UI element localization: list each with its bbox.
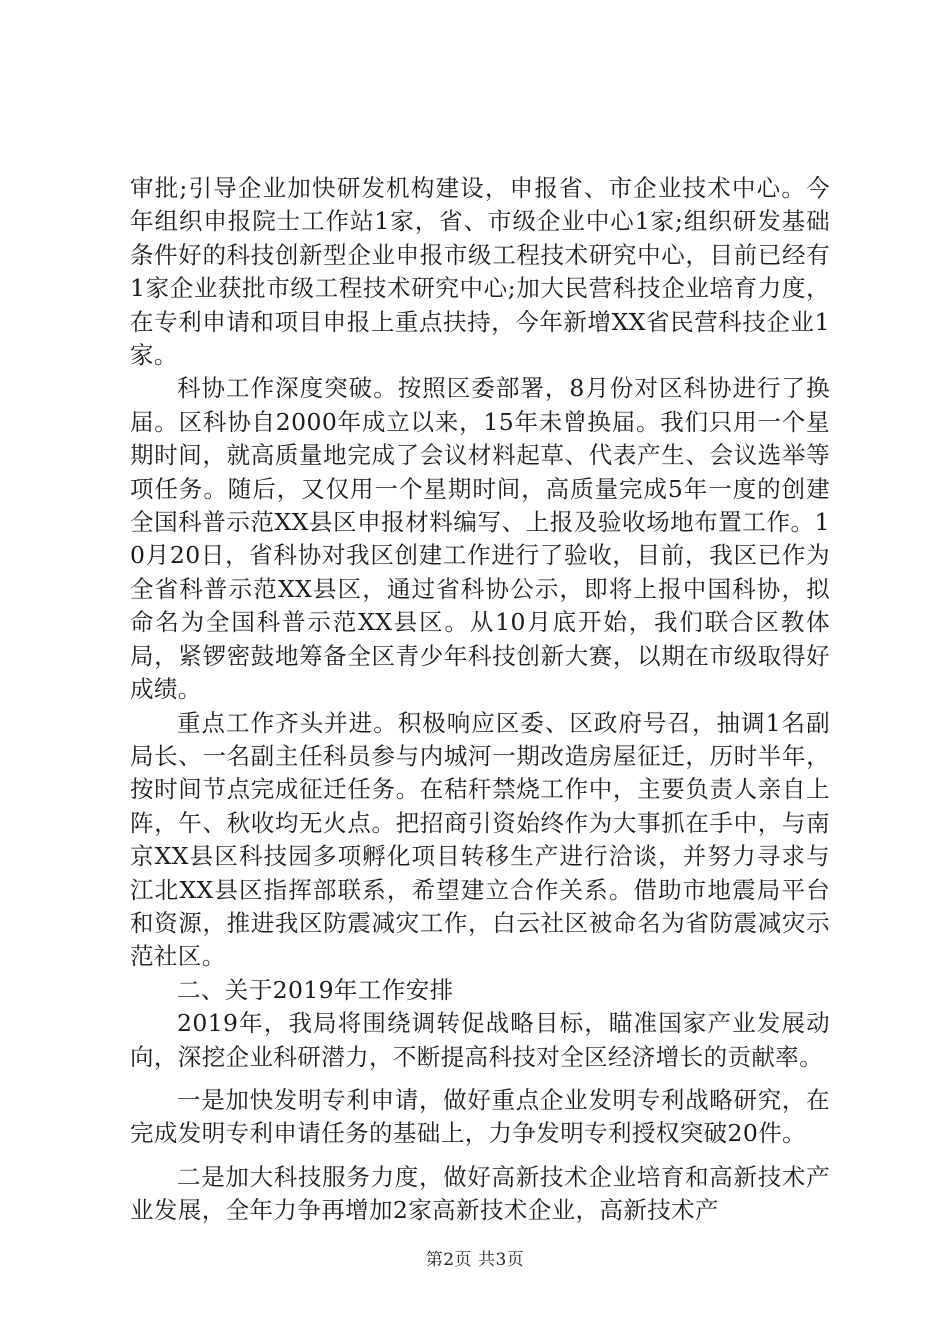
document-body — [130, 172, 830, 1228]
paragraph-6: 一是加快发明专利申请，做好重点企业发明专利战略研究，在完成发明专利申请任务的基础上，力争发明专利授权突破20件。 — [130, 1085, 830, 1148]
paragraph-5: 2019年，我局将围绕调转促战略目标，瞄准国家产业发展动向，深挖企业科研潜力，不断提高科技对全区经济增长的贡献率。 — [130, 1009, 830, 1071]
paragraph-2: 科协工作深度突破。按照区委部署，8月份对区科协进行了换届。区科协自2000年成立以来，15年未曾换届。我们只用一个星期时间，就高质量地完成了会议材料起草、代表产生、会议选举等项任务。随后，又仅用一个星期时间，高质量完成5年一度的创建全国科普示范XX县区申报材料编写、上报及验收场地布置工作。10月20日，省科协对我区创建工作进行了验收，目前，我区已作为全省科普示范XX县区，通过省科协公示，即将上报中国科协，拟命名为全国科普示范XX县区。从10月底开始，我们联合区教体局，紧锣密鼓地筹备全区青少年科技创新大赛，以期在市级取得好成绩。 — [130, 374, 830, 704]
paragraph-3: 重点工作齐头并进。积极响应区委、区政府号召，抽调1名副局长、一名副主任科员参与内城河一期改造房屋征迁，历时半年，按时间节点完成征迁任务。在秸秆禁烧工作中，主要负责人亲自上阵，午、秋收均无火点。把招商引资始终作为大事抓在手中，与南京XX县区科技园多项孵化项目转移生产进行洽谈，并努力寻求与江北XX县区指挥部联系，希望建立合作关系。借助市地震局平台和资源，推进我区防震减灾工作，白云社区被命名为省防震减灾示范社区。 — [130, 708, 830, 971]
page-number-footer: 第2页 共3页 — [425, 1250, 525, 1270]
paragraph-1: 审批;引导企业加快研发机构建设，申报省、市企业技术中心。今年组织申报院士工作站1家，省、市级企业中心1家;组织研发基础条件好的科技创新型企业申报市级工程技术研究中心，目前已经有1家企业获批市级工程技术研究中心;加大民营科技企业培育力度，在专利申请和项目申报上重点扶持，今年新增XX省民营科技企业1家。 — [130, 174, 830, 370]
paragraph-7: 二是加大科技服务力度，做好高新技术企业培育和高新技术产业发展，全年力争再增加2家高新技术企业，高新技术产 — [130, 1162, 830, 1225]
section-heading: 二、关于2019年工作安排 — [177, 975, 454, 1004]
